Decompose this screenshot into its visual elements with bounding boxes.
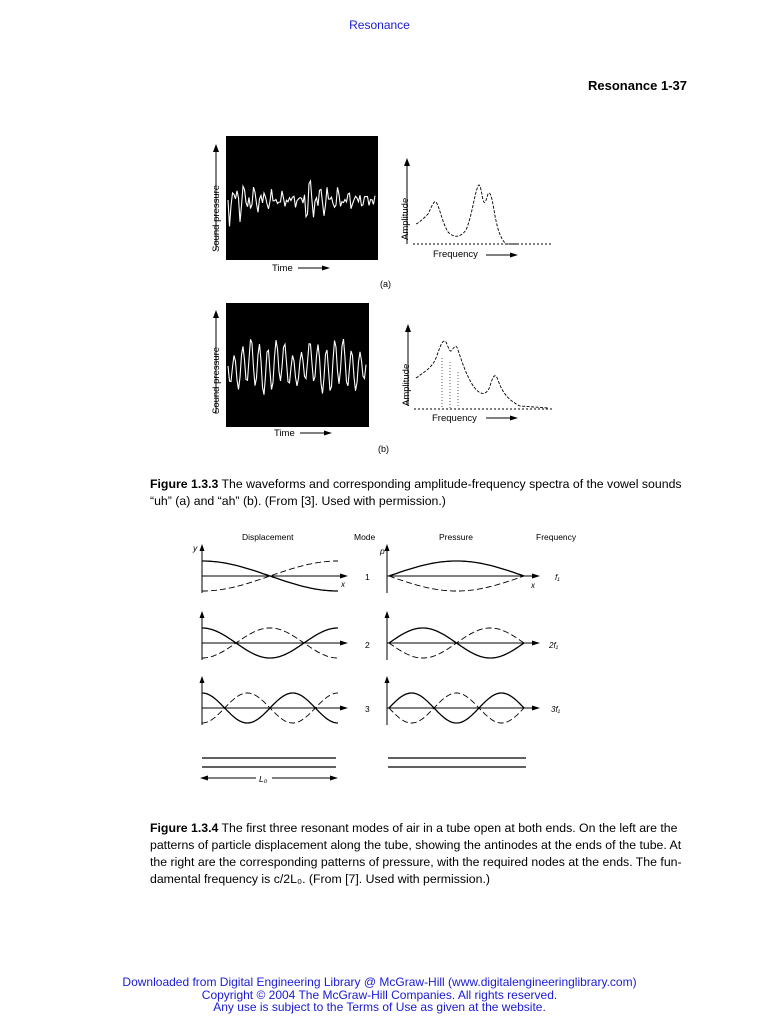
top-link[interactable]: Resonance [349,18,410,32]
caption-text: The first three resonant modes of air in a tube open at both ends. On the left are the patterns of particle displacement along the tube, showing the antinodes at the ends of the tube. At the right are the corresponding patterns of pressure, with the required nodes at the ends. The fundamental frequency is c/2L₀. (From [7]. Used with permission.) [150,821,682,886]
spectrum-a-curve [416,185,518,244]
spectrum-b-curve [416,341,548,408]
mode-diagrams [200,544,541,725]
x-label-press: x [531,581,535,590]
pressure-axis-label-b: Sound pressure [211,346,222,414]
col-pressure: Pressure [439,532,474,542]
caption-label: Figure 1.3.4 [150,821,219,835]
freq-1-label: f₁ [555,573,560,582]
x-label-disp: x [341,580,345,589]
mode-1-label: 1 [365,572,370,582]
figure-1-3-4-caption [150,820,690,888]
mode-2-label: 2 [365,640,370,650]
col-frequency: Frequency [536,532,577,542]
figure-1-3-4 [0,520,759,800]
col-mode: Mode [354,532,376,542]
freq-2-label: 2f₁ [549,641,559,650]
pressure-axis-label-a: Sound pressure [211,184,222,252]
mode-3-label: 3 [365,704,370,714]
press-wave-dashed-1 [389,576,524,591]
waveform-b-box [226,303,369,427]
caption-text: The waveforms and corresponding amplitude-frequency spectra of the vowel sounds “uh” (a) and “ah” (b). (From [3]. Used with permission.) [150,477,682,508]
panel-label-a: (a) [380,279,391,289]
frequency-axis-label-b: Frequency [432,413,477,424]
col-displacement: Displacement [242,532,294,542]
amplitude-axis-label-b: Amplitude [401,363,412,406]
caption-label: Figure 1.3.3 [150,477,219,491]
length-label: L₀ [259,774,268,784]
running-head: Resonance 1-37 [588,78,687,93]
time-axis-label-a: Time [272,263,293,274]
y-label: y [193,543,198,553]
freq-3-label: 3f₁ [551,705,561,714]
footer-line-2: Copyright © 2004 The McGraw-Hill Companies. All rights reserved. [201,987,558,1002]
footer-line-1[interactable]: Downloaded from Digital Engineering Library @ McGraw-Hill (www.digitalengineeringlibrary.com) [122,975,637,989]
panel-label-b: (b) [378,444,389,454]
p-label: p [380,546,385,556]
time-axis-label-b: Time [274,428,295,439]
amplitude-axis-label-a: Amplitude [400,197,411,240]
figure-1-3-3 [0,0,759,470]
frequency-axis-label-a: Frequency [433,249,478,260]
figure-1-3-3-caption [150,476,690,510]
footer [0,976,759,1014]
press-wave-solid-1 [389,561,524,576]
footer-line-3[interactable]: Any use is subject to the Terms of Use as given at the website. [213,1000,546,1014]
